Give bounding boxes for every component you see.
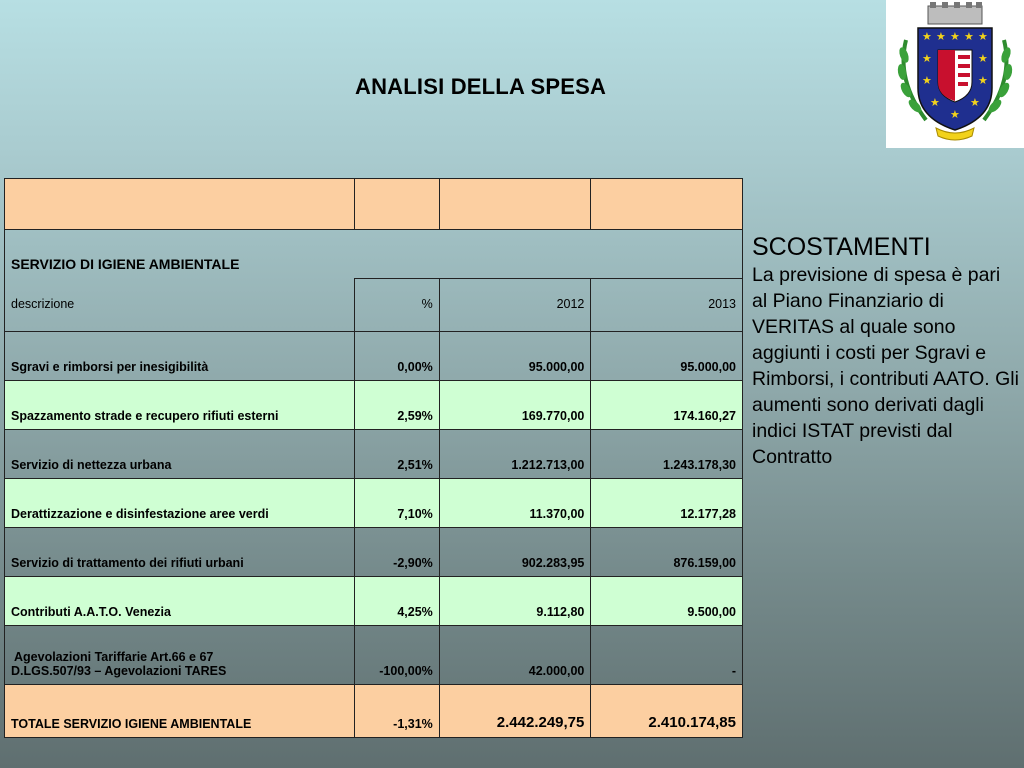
total-2012: 2.442.249,75 xyxy=(439,685,591,738)
table-row xyxy=(5,528,743,577)
row-pct: 2,59% xyxy=(354,381,439,430)
section-row xyxy=(5,230,743,279)
row-2012: 1.212.713,00 xyxy=(439,430,591,479)
page-title: ANALISI DELLA SPESA xyxy=(355,74,607,99)
row-2012: 95.000,00 xyxy=(439,332,591,381)
col-pct: % xyxy=(354,279,439,332)
row-pct: 7,10% xyxy=(354,479,439,528)
scostamenti-text-block xyxy=(752,232,1020,470)
row-pct: 2,51% xyxy=(354,430,439,479)
svg-text:★: ★ xyxy=(922,52,932,65)
row-2012: 42.000,00 xyxy=(439,626,591,685)
scostamenti-heading: SCOSTAMENTI xyxy=(752,233,931,261)
section-label: SERVIZIO DI IGIENE AMBIENTALE xyxy=(11,256,240,272)
row-2012: 11.370,00 xyxy=(439,479,591,528)
svg-text:★: ★ xyxy=(922,74,932,87)
svg-text:★: ★ xyxy=(978,52,988,65)
svg-text:★: ★ xyxy=(970,96,980,109)
svg-text:★: ★ xyxy=(922,30,932,43)
row-pct: 4,25% xyxy=(354,577,439,626)
svg-text:★: ★ xyxy=(950,30,960,43)
row-2013: 95.000,00 xyxy=(591,332,743,381)
table-header-row xyxy=(5,179,743,230)
total-row xyxy=(5,685,743,738)
coat-of-arms-logo xyxy=(886,0,1024,148)
row-2013: 174.160,27 xyxy=(591,381,743,430)
svg-text:★: ★ xyxy=(978,74,988,87)
row-label: Sgravi e rimborsi per inesigibilità xyxy=(5,332,355,381)
row-label xyxy=(5,626,355,685)
row-2012: 9.112,80 xyxy=(439,577,591,626)
svg-text:★: ★ xyxy=(936,30,946,43)
row-pct: -100,00% xyxy=(354,626,439,685)
total-2013: 2.410.174,85 xyxy=(591,685,743,738)
table-row xyxy=(5,577,743,626)
row-label: Servizio di nettezza urbana xyxy=(5,430,355,479)
scostamenti-body: La previsione di spesa è pari al Piano Finanziario di VERITAS al quale sono aggiunti i costi per Sgravi e Rimborsi, i contributi AATO. Gli aumenti sono derivati dagli indici ISTAT previsti dal Contratto xyxy=(752,264,1019,468)
col-2012: 2012 xyxy=(439,279,591,332)
table-row xyxy=(5,381,743,430)
table-row xyxy=(5,332,743,381)
row-label: Derattizzazione e disinfestazione aree verdi xyxy=(5,479,355,528)
row-2013: 9.500,00 xyxy=(591,577,743,626)
row-label: Servizio di trattamento dei rifiuti urbani xyxy=(5,528,355,577)
row-2013: 876.159,00 xyxy=(591,528,743,577)
row-label: Spazzamento strade e recupero rifiuti esterni xyxy=(5,381,355,430)
row-2012: 902.283,95 xyxy=(439,528,591,577)
column-header-row xyxy=(5,279,743,332)
svg-text:★: ★ xyxy=(930,96,940,109)
row-label-line: Agevolazioni Tariffarie Art.66 e 67 xyxy=(11,650,214,664)
row-label-line: D.LGS.507/93 – Agevolazioni TARES xyxy=(11,664,227,678)
row-2013: - xyxy=(591,626,743,685)
svg-text:★: ★ xyxy=(964,30,974,43)
svg-text:★: ★ xyxy=(950,108,960,121)
svg-text:★: ★ xyxy=(978,30,988,43)
row-2013: 12.177,28 xyxy=(591,479,743,528)
table-row xyxy=(5,430,743,479)
row-2012: 169.770,00 xyxy=(439,381,591,430)
row-pct: -2,90% xyxy=(354,528,439,577)
total-pct: -1,31% xyxy=(354,685,439,738)
row-pct: 0,00% xyxy=(354,332,439,381)
row-2013: 1.243.178,30 xyxy=(591,430,743,479)
row-label: Contributi A.A.T.O. Venezia xyxy=(5,577,355,626)
table-row xyxy=(5,479,743,528)
total-label: TOTALE SERVIZIO IGIENE AMBIENTALE xyxy=(5,685,355,738)
col-descrizione: descrizione xyxy=(5,279,355,332)
table-row xyxy=(5,626,743,685)
col-2013: 2013 xyxy=(591,279,743,332)
expense-table xyxy=(4,178,743,738)
